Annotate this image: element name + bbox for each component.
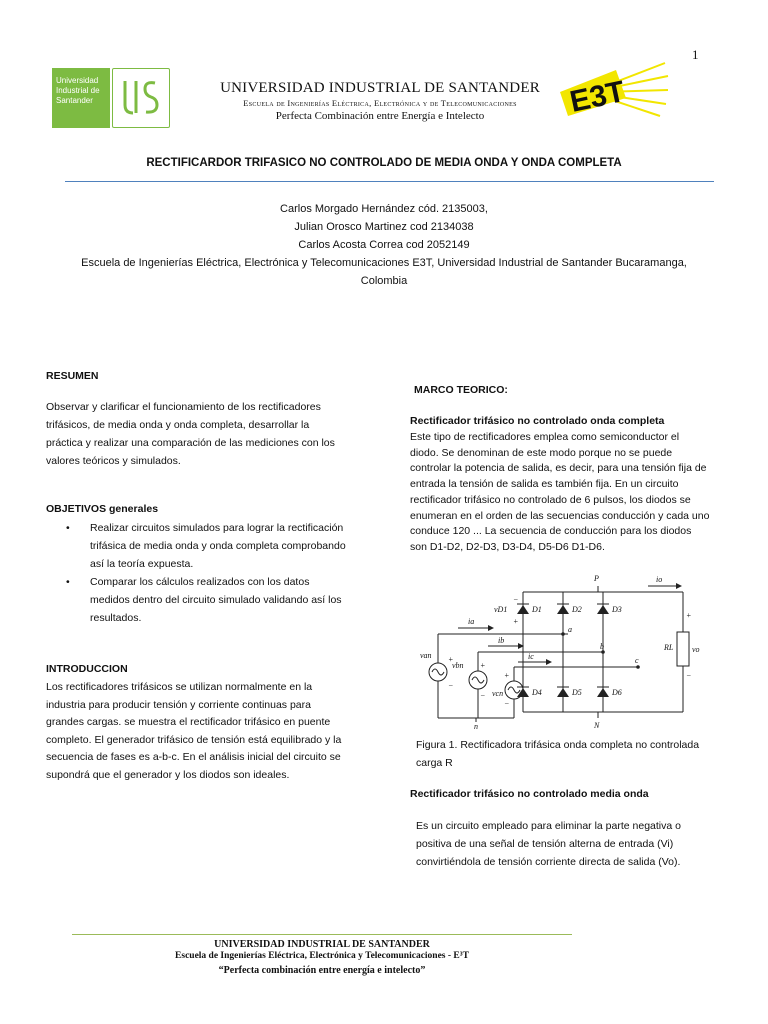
school-name: Escuela de Ingenierías Eléctrica, Electrónica y de Telecomunicaciones — [243, 98, 517, 108]
e3t-logo — [560, 58, 670, 124]
objetivos-list-container — [46, 519, 346, 627]
current-label-ia: ia — [468, 617, 475, 626]
node-label-a: a — [568, 625, 572, 634]
node-label-n: n — [474, 722, 478, 730]
affiliation-line: Escuela de Ingenierías Eléctrica, Electrónica y Telecomunicaciones E3T, Universidad Industrial de Santander Bucaramanga, — [81, 257, 687, 269]
intro-text: Los rectificadores trifásicos se utilizan normalmente en la industria para producir tensión y corriente continuas para grandes cargas. se muestra el rectificador trifásico en puente completo. El generador trifásico de tensión está equilibrado y la secuencia de fases es a-b-c. En el análisis inicial del circuito se supondrá que el generador y los diodos son ideales. — [46, 681, 342, 781]
source-label-vbn: vbn — [452, 661, 464, 670]
node-label-P: P — [594, 574, 599, 583]
media-onda-text: Es un circuito empleado para eliminar la parte negativa o positiva de una señal de tensión alterna de entrada (Vi) convirtiéndola de tensión corriente directa de salida (Vo). — [416, 820, 681, 868]
page-number: 1 — [692, 47, 699, 62]
polarity-minus: − — [448, 681, 454, 690]
resumen-text: Observar y clarificar el funcionamiento de los rectificadores trifásicos, de media onda y onda completa, desarrollar la práctica y realizar una comparación de las mediciones con los valores teóricos y simulados. — [46, 401, 335, 467]
author-line: Julian Orosco Martinez cod 2134038 — [294, 221, 474, 233]
polarity-minus: − — [504, 699, 510, 708]
polarity-minus: − — [480, 691, 486, 700]
e3t-logo-text: E3T — [567, 75, 628, 119]
footer-motto: “Perfecta combinación entre energía e intelecto” — [218, 965, 426, 976]
diode-voltage-label: vD1 — [494, 605, 508, 614]
footer-university: UNIVERSIDAD INDUSTRIAL DE SANTANDER — [214, 939, 430, 950]
footer-school: Escuela de Ingenierías Eléctrica, Electrónica y Telecomunicaciones - E³T — [175, 951, 469, 961]
logo-text-line: Universidad — [56, 76, 99, 85]
figure-caption: Figura 1. Rectificadora trifásica onda completa no controlada carga R — [416, 739, 700, 769]
polarity-minus: − — [686, 671, 692, 680]
polarity-plus: + — [480, 661, 486, 670]
objetivo-item: • Realizar circuitos simulados para lograr la rectificación trifásica de media onda y onda completa comprobando así la teoría expuesta. — [90, 519, 346, 573]
node-label-c: c — [635, 656, 639, 665]
uis-logo — [112, 68, 170, 128]
current-label-ib: ib — [498, 636, 505, 645]
polarity-plus: + — [504, 671, 510, 680]
author-line: Carlos Morgado Hernández cód. 2135003, — [280, 203, 488, 215]
objetivo-item: • Comparar los cálculos realizados con los datos medidos dentro del circuito simulado validando así los resultados. — [90, 573, 346, 627]
title-divider — [65, 181, 714, 182]
university-logo-green — [52, 68, 110, 128]
objetivos-list — [46, 519, 346, 627]
logo-text-line: Industrial de — [56, 86, 100, 95]
source-label-van: van — [420, 651, 432, 660]
affiliation-country: Colombia — [360, 275, 408, 287]
marco-heading: MARCO TEORICO: — [414, 384, 508, 396]
diode-label-d6: D6 — [612, 688, 622, 697]
current-label-ic: ic — [528, 652, 534, 661]
document-title: RECTIFICARDOR TRIFASICO NO CONTROLADO DE MEDIA ONDA Y ONDA COMPLETA — [146, 157, 622, 169]
logo-text-line: Santander — [56, 96, 93, 105]
objetivos-heading: OBJETIVOS generales — [46, 503, 159, 515]
current-label-io: io — [656, 575, 663, 584]
diode-label-d4: D4 — [532, 688, 542, 697]
diode-label-d3: D3 — [612, 605, 622, 614]
diode-label-d1: D1 — [532, 605, 542, 614]
media-onda-heading: Rectificador trifásico no controlado media onda — [410, 788, 649, 800]
output-voltage-label: vo — [692, 645, 700, 654]
source-label-vcn: vcn — [492, 689, 504, 698]
node-label-N: N — [594, 721, 600, 730]
onda-completa-text: Este tipo de rectificadores emplea como semiconductor el diodo. Se denominan de este modo porque no se puede controlar la potencia de salida, es decir, para una tensión fija de entrada la tensión de salida es también fija. En un circuito rectificador trifásico no controlado de 6 pulsos, los diodos se enumeran en el orden de las secuencias conducción y cada uno conduce 120 ... La secuencia de conducción para los diodos son D1-D2, D2-D3, D3-D4, D5-D6 D1-D6. — [410, 431, 710, 553]
university-name: UNIVERSIDAD INDUSTRIAL DE SANTANDER — [220, 80, 540, 96]
rectifier-circuit-diagram — [418, 572, 714, 730]
polarity-plus: + — [448, 655, 454, 664]
polarity-plus: + — [686, 611, 692, 620]
onda-completa-heading: Rectificador trifásico no controlado onda completa — [410, 415, 665, 427]
intro-heading: INTRODUCCION — [46, 663, 128, 675]
authors-block — [60, 200, 708, 290]
node-label-b: b — [600, 642, 604, 651]
load-label-rl: RL — [664, 643, 674, 652]
footer-divider — [72, 934, 572, 935]
polarity-minus: − — [513, 595, 519, 604]
resumen-heading: RESUMEN — [46, 370, 99, 382]
author-line: Carlos Acosta Correa cod 2052149 — [298, 239, 470, 251]
polarity-plus: + — [513, 617, 519, 626]
university-motto: Perfecta Combinación entre Energía e Intelecto — [275, 110, 485, 122]
diode-label-d2: D2 — [572, 605, 582, 614]
diode-label-d5: D5 — [572, 688, 582, 697]
